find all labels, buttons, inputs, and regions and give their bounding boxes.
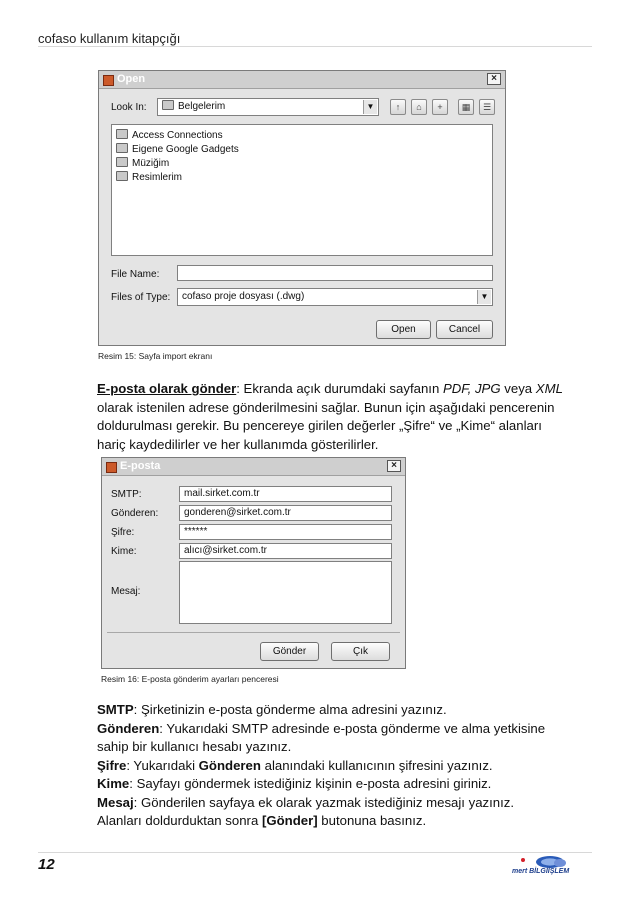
cancel-button[interactable]: Cancel xyxy=(436,320,493,339)
folder-icon xyxy=(162,100,174,110)
message-textarea[interactable] xyxy=(179,561,392,624)
open-dialog xyxy=(98,70,506,346)
files-of-type-combo[interactable] xyxy=(177,288,493,306)
figure-caption: Resim 16: E-posta gönderim ayarları penceresi xyxy=(101,674,279,684)
company-logo xyxy=(512,855,592,877)
files-of-type-value: cofaso proje dosyası (.dwg) xyxy=(182,291,305,302)
logo-text: mert BİLGİİŞLEM xyxy=(512,868,570,875)
close-icon[interactable]: × xyxy=(487,73,501,85)
folder-icon xyxy=(116,157,128,167)
list-item[interactable]: Eigene Google Gadgets xyxy=(116,143,239,156)
look-in-label: Look In: xyxy=(111,102,147,113)
new-folder-button[interactable]: + xyxy=(432,99,448,115)
up-folder-button[interactable]: ↑ xyxy=(390,99,406,115)
email-dialog xyxy=(101,457,406,669)
list-item[interactable]: Resimlerim xyxy=(116,171,182,184)
smtp-input[interactable]: mail.sirket.com.tr xyxy=(179,486,392,502)
open-button[interactable]: Open xyxy=(376,320,431,339)
file-list[interactable] xyxy=(111,124,493,256)
to-label: Kime: xyxy=(111,546,137,557)
figure-caption: Resim 15: Sayfa import ekranı xyxy=(98,351,213,361)
definition-item: Gönderen: Yukarıdaki SMTP adresinde e-posta gönderme ve alma yetkisine xyxy=(97,720,546,736)
app-icon xyxy=(106,462,117,473)
password-input[interactable]: ****** xyxy=(179,524,392,540)
email-send-term: E-posta olarak gönder xyxy=(97,381,237,396)
definition-item: SMTP: Şirketinizin e-posta gönderme alma adresini yazınız. xyxy=(97,702,447,717)
file-name-label: File Name: xyxy=(111,269,160,280)
open-dialog-title: Open xyxy=(117,73,146,85)
send-button[interactable]: Gönder xyxy=(260,642,319,661)
home-button[interactable]: ⌂ xyxy=(411,99,427,115)
dialog-separator xyxy=(107,632,400,633)
email-dialog-title: E-posta xyxy=(120,460,161,472)
folder-icon xyxy=(116,129,128,139)
page-number: 12 xyxy=(38,856,55,873)
definition-list xyxy=(97,701,597,831)
definition-item: Kime: Sayfayı göndermek istediğiniz kişinin e-posta adresini giriniz. xyxy=(97,776,492,791)
chevron-down-icon[interactable]: ▼ xyxy=(363,100,377,114)
exit-button[interactable]: Çık xyxy=(331,642,390,661)
section-paragraph: E-posta olarak gönder: Ekranda açık durumdaki sayfanın PDF, JPG veya XML olarak istenilen adrese gönderilmesini sağlar. Bunun için aşağıdaki pencerenin doldurulması gerekir. Bu pencereye girilen değerler „Şifre“ ve „Kime“ alanları hariç kaydedilirler ve her kullanımda gösterilirler. xyxy=(97,381,563,452)
to-input[interactable]: alıcı@sirket.com.tr xyxy=(179,543,392,559)
look-in-value: Belgelerim xyxy=(178,101,226,112)
sender-label: Gönderen: xyxy=(111,508,159,519)
files-of-type-label: Files of Type: xyxy=(111,292,171,303)
definition-item: Şifre: Yukarıdaki Gönderen alanındaki kullanıcının şifresini yazınız. xyxy=(97,757,493,773)
list-item[interactable]: Müziğim xyxy=(116,157,169,170)
footer-rule xyxy=(38,852,592,853)
running-header: cofaso kullanım kitapçığı xyxy=(38,31,181,46)
definition-item: Alanları doldurduktan sonra [Gönder] butonuna basınız. xyxy=(97,813,427,828)
email-dialog-titlebar[interactable] xyxy=(102,458,405,476)
message-label: Mesaj: xyxy=(111,586,141,597)
sender-input[interactable]: gonderen@sirket.com.tr xyxy=(179,505,392,521)
password-label: Şifre: xyxy=(111,527,135,538)
definition-item: sahip bir kullanıcı hesabı yazınız. xyxy=(97,739,292,754)
details-view-button[interactable]: ☰ xyxy=(479,99,495,115)
app-icon xyxy=(103,75,114,86)
list-item[interactable]: Access Connections xyxy=(116,129,223,142)
definition-item: Mesaj: Gönderilen sayfaya ek olarak yazmak istediğiniz mesajı yazınız. xyxy=(97,794,515,810)
folder-icon xyxy=(116,143,128,153)
chevron-down-icon[interactable]: ▼ xyxy=(477,290,491,304)
folder-icon xyxy=(116,171,128,181)
header-rule xyxy=(38,46,592,47)
look-in-combo[interactable] xyxy=(157,98,379,116)
close-icon[interactable]: × xyxy=(387,460,401,472)
file-name-input[interactable] xyxy=(177,265,493,281)
open-dialog-titlebar[interactable] xyxy=(99,71,505,89)
list-view-button[interactable]: ▦ xyxy=(458,99,474,115)
smtp-label: SMTP: xyxy=(111,489,142,500)
